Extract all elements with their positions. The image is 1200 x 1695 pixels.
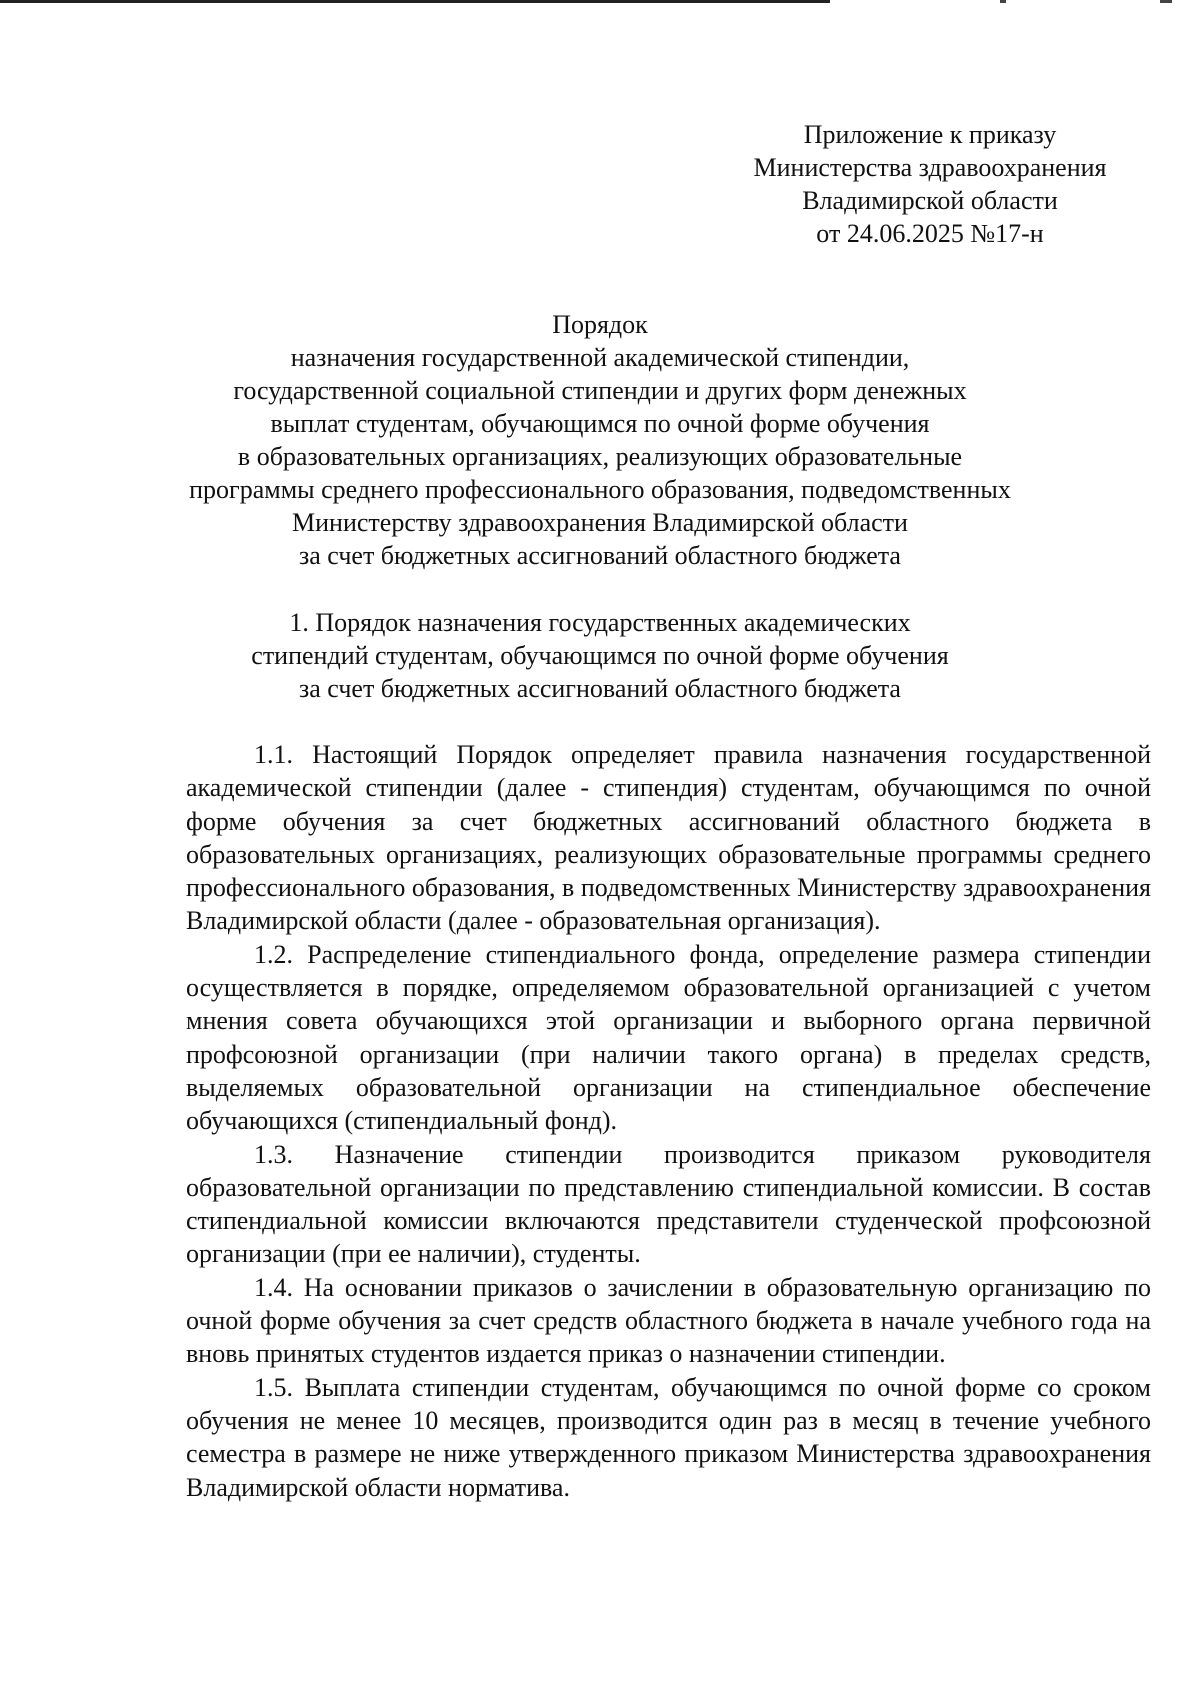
title-line: Порядок (552, 310, 648, 339)
section-heading-line: стипендий студентам, обучающимся по очной форме обучения (251, 641, 949, 670)
section-1-body (186, 738, 1151, 1504)
annex-block (690, 118, 1170, 250)
paragraph-1-2: 1.2. Распределение стипендиального фонда, определение размера стипендии осуществляется в порядке, определяемом образовательной организацией с учетом мнения совета обучающихся этой организации и выборного органа первичной профсоюзной организации (при наличии такого органа) в пределах средств, выделяемых образовательной организации на стипендиальное обеспечение обучающихся (стипендиальный фонд). (186, 939, 1151, 1136)
scan-top-rule (0, 0, 830, 3)
title-line: программы среднего профессионального образования, подведомственных (189, 475, 1011, 504)
section-1-heading (100, 606, 1100, 705)
scan-top-mark (1160, 0, 1172, 3)
section-heading-line: за счет бюджетных ассигнований областного бюджета (299, 674, 901, 703)
paragraph-1-1: 1.1. Настоящий Порядок определяет правила назначения государственной академической стипендии (далее - стипендия) студентам, обучающимся по очной форме обучения за счет бюджетных ассигнований областного бюджета в образовательных организациях, реализующих образовательные программы среднего профессионального образования, в подведомственных Министерству здравоохранения Владимирской области (далее - образовательная организация). (186, 740, 1151, 936)
scan-top-mark (1000, 0, 1006, 3)
title-line: государственной социальной стипендии и других форм денежных (233, 376, 967, 405)
document-title (100, 308, 1100, 572)
title-line: за счет бюджетных ассигнований областного бюджета (299, 541, 901, 570)
section-heading-line: 1. Порядок назначения государственных академических (289, 608, 911, 637)
annex-line: Владимирской области (802, 186, 1058, 215)
paragraph-1-3: 1.3. Назначение стипендии производится приказом руководителя образовательной организации по представлению стипендиальной комиссии. В состав стипендиальной комиссии включаются представители студенческой профсоюзной организации (при ее наличии), студенты. (186, 1139, 1151, 1269)
annex-line: Приложение к приказу (803, 120, 1057, 149)
paragraph-1-4: 1.4. На основании приказов о зачислении в образовательную организацию по очной форме обучения за счет средств областного бюджета в начале учебного года на вновь принятых студентов издается приказ о назначении стипендии. (186, 1272, 1151, 1369)
title-line: назначения государственной академической стипендии, (290, 343, 910, 372)
title-line: в образовательных организациях, реализующих образовательные (237, 442, 963, 471)
title-line: Министерству здравоохранения Владимирской области (292, 508, 908, 537)
title-line: выплат студентам, обучающимся по очной форме обучения (270, 409, 930, 438)
annex-line: Министерства здравоохранения (753, 153, 1107, 182)
paragraph-1-5: 1.5. Выплата стипендии студентам, обучающимся по очной форме со сроком обучения не менее 10 месяцев, производится один раз в месяц в течение учебного семестра в размере не ниже утвержденного приказом Министерства здравоохранения Владимирской области норматива. (186, 1372, 1151, 1502)
annex-line: от 24.06.2025 №17-н (816, 219, 1044, 248)
